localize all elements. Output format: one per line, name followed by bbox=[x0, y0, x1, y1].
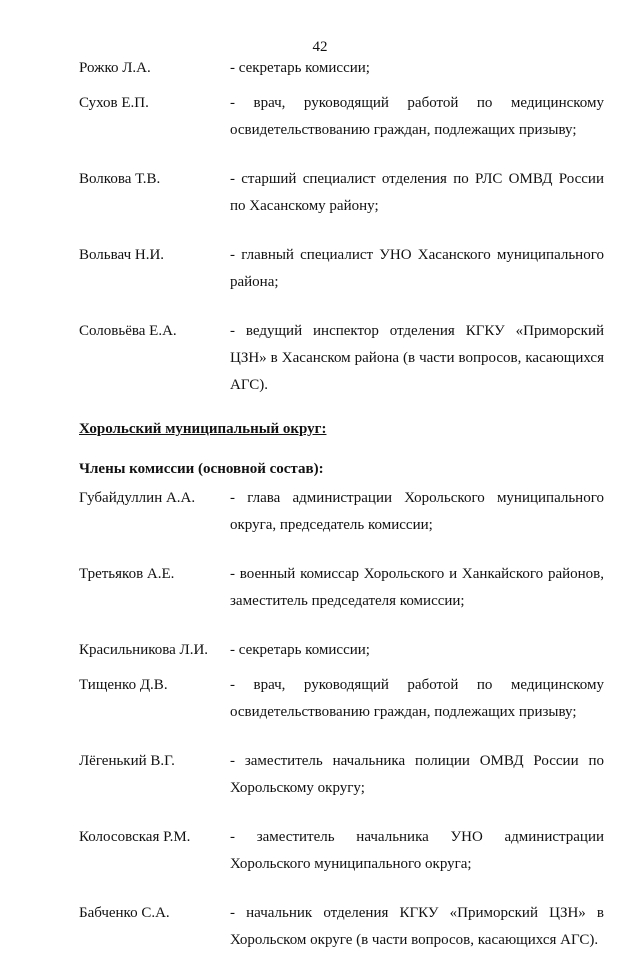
member-row bbox=[79, 90, 604, 144]
member-name: Вольвач Н.И. bbox=[79, 247, 165, 263]
member-name: Третьяков А.Е. bbox=[79, 566, 175, 582]
member-row bbox=[79, 748, 604, 802]
member-name: Губайдуллин А.А. bbox=[79, 490, 196, 506]
document-body bbox=[79, 55, 604, 954]
member-role: - заместитель начальника УНО администрации Хорольского муниципального округа; bbox=[230, 829, 604, 872]
member-row bbox=[79, 318, 604, 399]
member-role: - врач, руководящий работой по медицинскому освидетельствованию граждан, подлежащих призыву; bbox=[230, 95, 604, 138]
page-number: 42 bbox=[312, 39, 328, 55]
member-role: - заместитель начальника полиции ОМВД России по Хорольскому округу; bbox=[230, 753, 604, 796]
member-row bbox=[79, 242, 604, 296]
member-name: Сухов Е.П. bbox=[79, 95, 149, 111]
member-row bbox=[79, 485, 604, 539]
member-role: - секретарь комиссии; bbox=[230, 60, 370, 76]
member-name: Тищенко Д.В. bbox=[79, 677, 168, 693]
member-name: Волкова Т.В. bbox=[79, 171, 161, 187]
section-title: Хорольский муниципальный округ: bbox=[79, 421, 327, 437]
member-role: - старший специалист отделения по РЛС ОМВД России по Хасанскому району; bbox=[230, 171, 604, 214]
member-name: Соловьёва Е.А. bbox=[79, 323, 177, 339]
member-role: - врач, руководящий работой по медицинскому освидетельствованию граждан, подлежащих призыву; bbox=[230, 677, 604, 720]
member-row bbox=[79, 672, 604, 726]
subsection-title: Члены комиссии (основной состав): bbox=[79, 461, 324, 477]
member-row bbox=[79, 55, 604, 82]
member-row bbox=[79, 166, 604, 220]
member-role: - военный комиссар Хорольского и Ханкайского районов, заместитель председателя комиссии; bbox=[230, 566, 604, 609]
member-name: Рожко Л.А. bbox=[79, 60, 151, 76]
member-row bbox=[79, 561, 604, 615]
member-name: Бабченко С.А. bbox=[79, 905, 170, 921]
member-role: - ведущий инспектор отделения КГКУ «Приморский ЦЗН» в Хасанском района (в части вопросов, касающихся АГС). bbox=[230, 323, 604, 393]
member-role: - главный специалист УНО Хасанского муниципального района; bbox=[230, 247, 604, 290]
member-name: Лёгенький В.Г. bbox=[79, 753, 175, 769]
member-role: - начальник отделения КГКУ «Приморский ЦЗН» в Хорольском округе (в части вопросов, касающихся АГС). bbox=[230, 905, 604, 948]
member-row bbox=[79, 900, 604, 954]
member-row bbox=[79, 637, 604, 664]
member-name: Колосовская Р.М. bbox=[79, 829, 191, 845]
member-name: Красильникова Л.И. bbox=[79, 642, 209, 658]
member-row bbox=[79, 824, 604, 878]
member-role: - глава администрации Хорольского муниципального округа, председатель комиссии; bbox=[230, 490, 604, 533]
member-role: - секретарь комиссии; bbox=[230, 642, 370, 658]
